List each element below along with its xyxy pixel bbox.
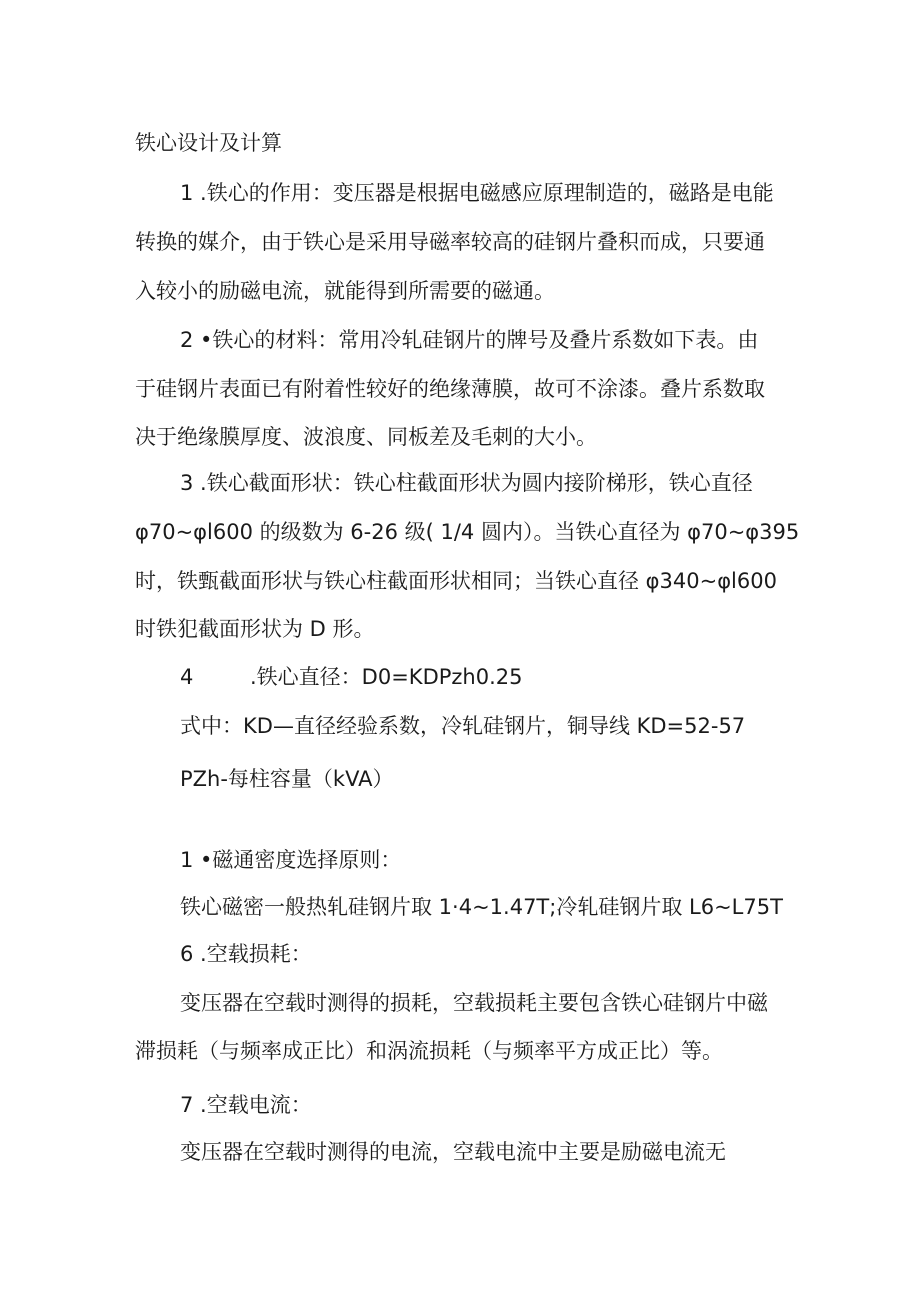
section-3-line-2: φ70~φl600 的级数为 6-26 级( 1/4 圆内）。当铁心直径为 φ70~φ395 (135, 520, 800, 544)
section-3-line-4: 时铁犯截面形状为 D 形。 (135, 617, 375, 641)
section-6-line-3: 滞损耗（与频率成正比）和涡流损耗（与频率平方成正比）等。 (135, 1039, 723, 1063)
section-7-line-2: 变压器在空载时测得的电流，空载电流中主要是励磁电流无 (180, 1140, 726, 1164)
section-6-line-1: 6 .空载损耗： (180, 942, 312, 966)
section-4-number: 4 (180, 665, 194, 689)
section-3-line-3: 时，铁甄截面形状与铁心柱截面形状相同；当铁心直径 φ340~φl600 (135, 569, 777, 593)
section-4-line-1: .铁心直径：D0=KDPzh0.25 (250, 665, 523, 689)
page-title: 铁心设计及计算 (135, 131, 282, 155)
section-6-line-2: 变压器在空载时测得的损耗，空载损耗主要包含铁心硅钢片中磁 (180, 991, 768, 1015)
section-1-line-2: 转换的媒介，由于铁心是采用导磁率较高的硅钢片叠积而成，只要通 (135, 230, 765, 254)
section-1-line-1: 1 .铁心的作用：变压器是根据电磁感应原理制造的，磁路是电能 (180, 181, 774, 205)
section-2-line-2: 于硅钢片表面已有附着性较好的绝缘薄膜，故可不涂漆。叠片系数取 (135, 377, 765, 401)
section-3-line-1: 3 .铁心截面形状：铁心柱截面形状为圆内接阶梯形，铁心直径 (180, 471, 753, 495)
section-2-line-1: 2 •铁心的材料：常用冷轧硅钢片的牌号及叠片系数如下表。由 (180, 328, 759, 352)
section-4-line-3: PZh-每柱容量（kVA） (180, 767, 394, 791)
section-5-line-2: 铁心磁密一般热轧硅钢片取 1·4~1.47T;冷轧硅钢片取 L6~L75T (180, 895, 783, 919)
section-2-line-3: 决于绝缘膜厚度、波浪度、同板差及毛刺的大小。 (135, 425, 597, 449)
section-4-line-2: 式中：KD—直径经验系数，冷轧硅钢片，铜导线 KD=52-57 (180, 714, 746, 738)
section-1-line-3: 入较小的励磁电流，就能得到所需要的磁通。 (135, 279, 555, 303)
section-7-line-1: 7 .空载电流： (180, 1093, 312, 1117)
section-5-line-1: 1 •磁通密度选择原则： (180, 848, 402, 872)
